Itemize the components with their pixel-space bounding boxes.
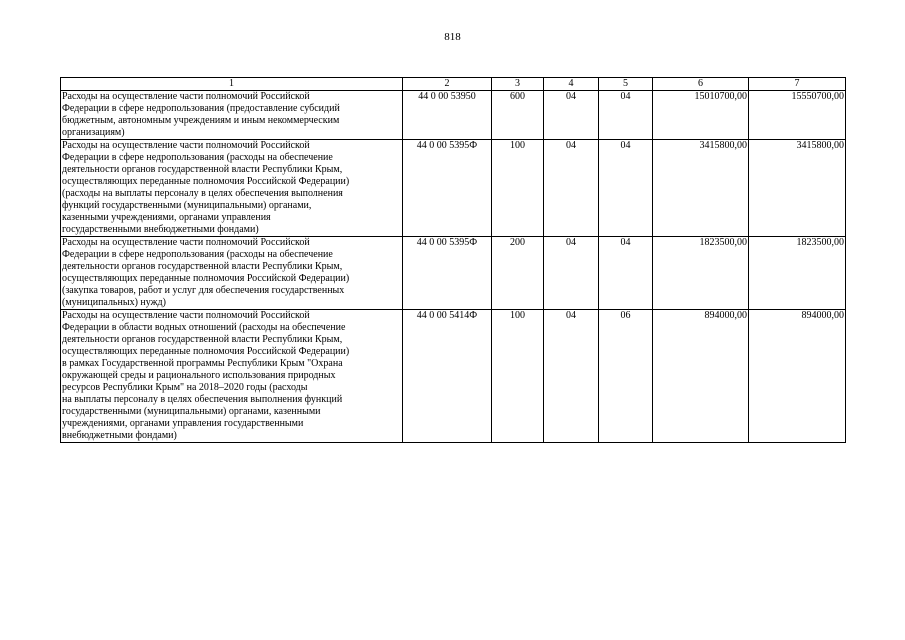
budget-table	[60, 77, 846, 443]
row-section: 04	[544, 237, 599, 310]
row-subsection: 04	[599, 237, 653, 310]
row-expense-type: 600	[492, 91, 544, 140]
row-amount-col7: 894000,00	[749, 310, 846, 443]
row-description: Расходы на осуществление части полномочий Российской Федерации в сфере недропользования (расходы на обеспечение деятельности органов государственной власти Республики Крым, осуществляющих переданные полномочия Российской Федерации) (расходы на выплаты персоналу в целях обеспечения выполнения функций государственными (муниципальными) органами, казенными учреждениями, органами управления государственными внебюджетными фондами)	[61, 140, 403, 237]
column-header-7: 7	[749, 78, 846, 91]
row-expense-type: 200	[492, 237, 544, 310]
row-subsection: 06	[599, 310, 653, 443]
table-row	[61, 310, 846, 443]
row-section: 04	[544, 310, 599, 443]
column-header-2: 2	[403, 78, 492, 91]
row-amount-col7: 15550700,00	[749, 91, 846, 140]
column-header-3: 3	[492, 78, 544, 91]
table-row	[61, 91, 846, 140]
row-amount-col6: 15010700,00	[653, 91, 749, 140]
page-number: 818	[444, 31, 461, 43]
row-target-code: 44 0 00 53950	[403, 91, 492, 140]
row-amount-col6: 3415800,00	[653, 140, 749, 237]
row-amount-col6: 1823500,00	[653, 237, 749, 310]
row-expense-type: 100	[492, 140, 544, 237]
table-header-row	[61, 78, 846, 91]
row-amount-col6: 894000,00	[653, 310, 749, 443]
row-expense-type: 100	[492, 310, 544, 443]
table-row	[61, 237, 846, 310]
row-section: 04	[544, 91, 599, 140]
row-description: Расходы на осуществление части полномочий Российской Федерации в сфере недропользования (расходы на обеспечение деятельности органов государственной власти Республики Крым, осуществляющих переданные полномочия Российской Федерации) (закупка товаров, работ и услуг для обеспечения государственных (муниципальных) нужд)	[61, 237, 403, 310]
row-section: 04	[544, 140, 599, 237]
column-header-5: 5	[599, 78, 653, 91]
row-target-code: 44 0 00 5414Ф	[403, 310, 492, 443]
row-amount-col7: 3415800,00	[749, 140, 846, 237]
row-subsection: 04	[599, 140, 653, 237]
row-amount-col7: 1823500,00	[749, 237, 846, 310]
column-header-1: 1	[61, 78, 403, 91]
row-target-code: 44 0 00 5395Ф	[403, 140, 492, 237]
row-target-code: 44 0 00 5395Ф	[403, 237, 492, 310]
column-header-6: 6	[653, 78, 749, 91]
table-row	[61, 140, 846, 237]
column-header-4: 4	[544, 78, 599, 91]
row-subsection: 04	[599, 91, 653, 140]
row-description: Расходы на осуществление части полномочий Российской Федерации в области водных отношений (расходы на обеспечение деятельности органов государственной власти Республики Крым, осуществляющих переданные полномочия Российской Федерации) в рамках Государственной программы Республики Крым "Охрана окружающей среды и рационального использования природных ресурсов Республики Крым" на 2018–2020 годы (расходы на выплаты персоналу в целях обеспечения выполнения функций государственными (муниципальными) органами, казенными учреждениями, органами управления государственными внебюджетными фондами)	[61, 310, 403, 443]
row-description: Расходы на осуществление части полномочий Российской Федерации в сфере недропользования (предоставление субсидий бюджетным, автономным учреждениям и иным некоммерческим организациям)	[61, 91, 403, 140]
